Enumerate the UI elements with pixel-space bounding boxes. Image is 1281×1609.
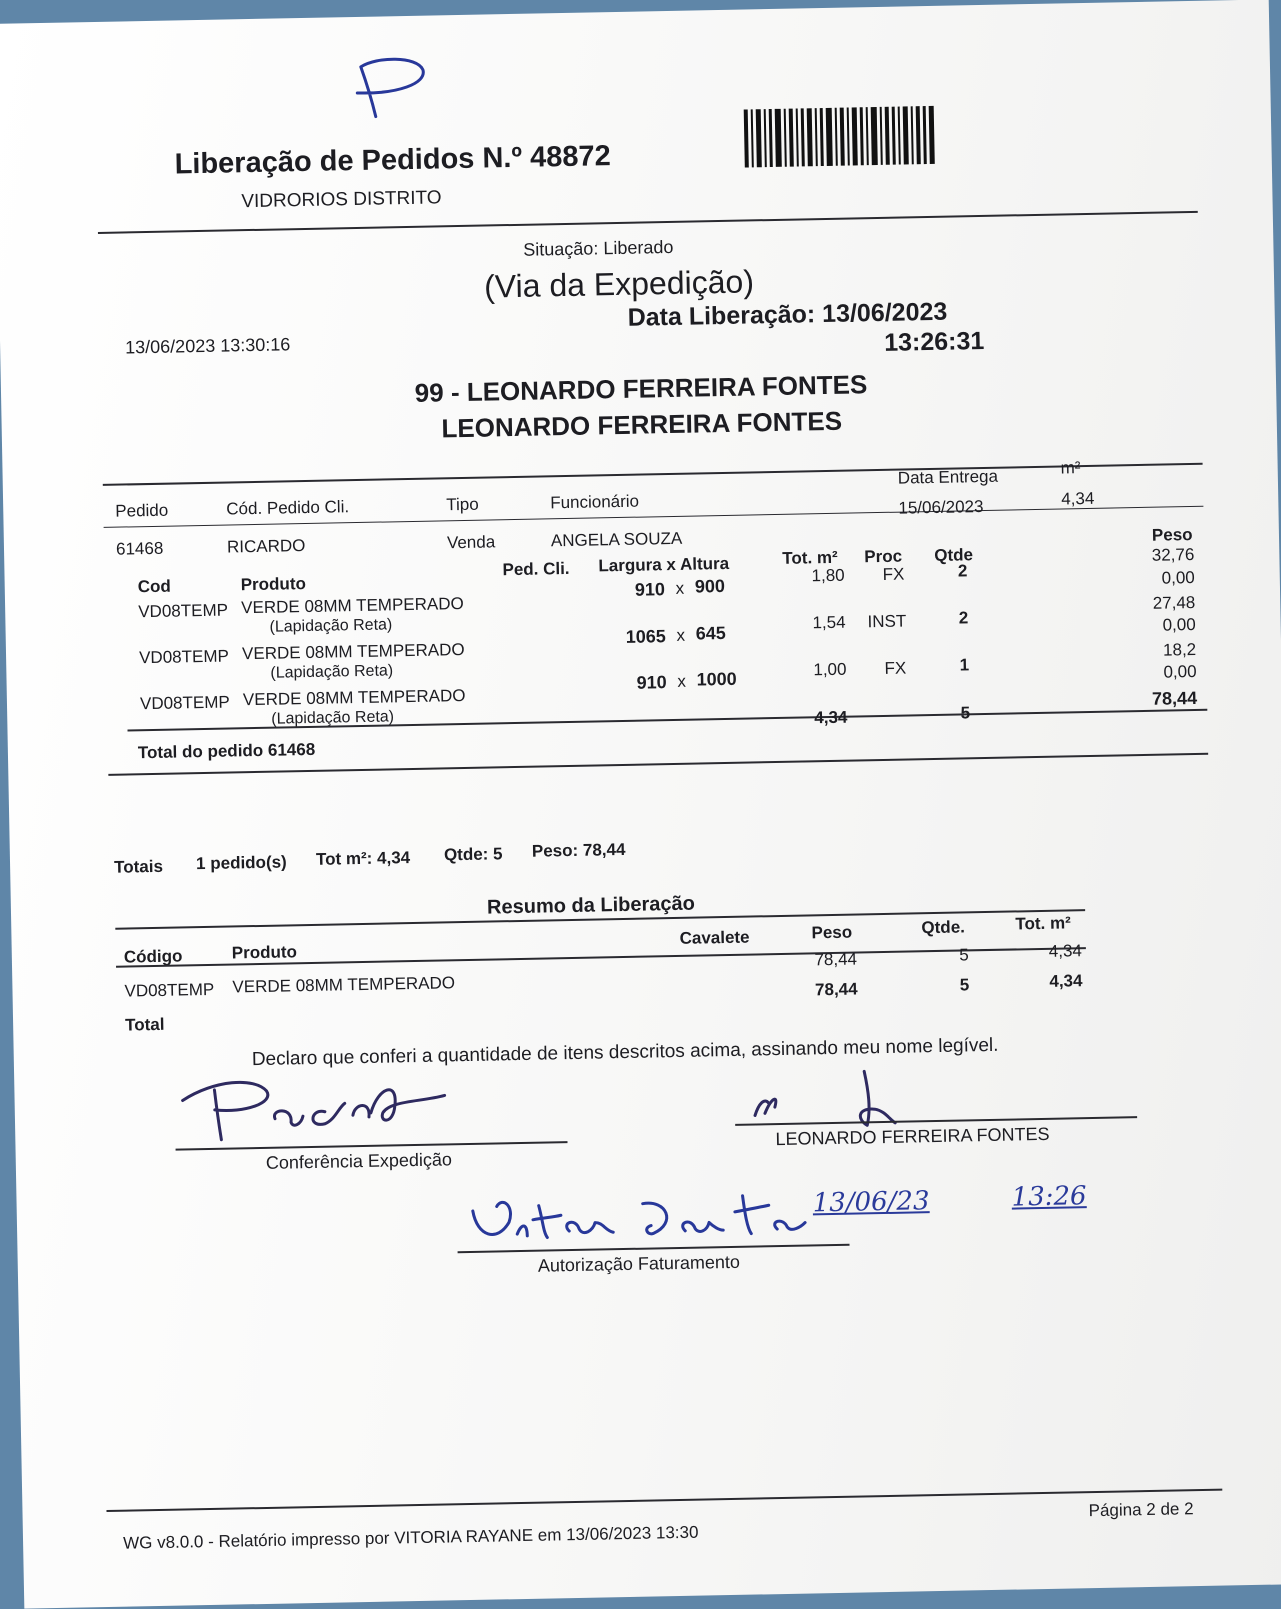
item-altura: 1000: [696, 668, 737, 690]
item-detalhe: (Lapidação Reta): [270, 662, 394, 682]
footer-line: [106, 1489, 1222, 1512]
signature-conferencia: [174, 1065, 475, 1151]
cod-pedido-cli-value: RICARDO: [226, 536, 306, 557]
item-peso: 27,48: [1152, 592, 1196, 613]
company-name: VIDRORIOS DISTRITO: [241, 187, 442, 213]
item-produto: VERDE 08MM TEMPERADO: [241, 639, 465, 664]
col-m2: m²: [1060, 458, 1081, 478]
col-tot-m2: Tot. m²: [782, 547, 838, 568]
resumo-col-codigo: Código: [123, 946, 183, 967]
col-ped-cli: Ped. Cli.: [502, 558, 570, 580]
resumo-total-tot-m2: 4,34: [1049, 971, 1083, 991]
item-cod: VD08TEMP: [139, 692, 230, 714]
item-cod: VD08TEMP: [138, 600, 229, 622]
order-total-qtde: 5: [960, 703, 971, 723]
item-qtde: 2: [957, 561, 968, 581]
resumo-produto: VERDE 08MM TEMPERADO: [232, 973, 456, 997]
resumo-tot-m2: 4,34: [1048, 941, 1083, 961]
item-produto: VERDE 08MM TEMPERADO: [242, 685, 466, 710]
item-detalhe: (Lapidação Reta): [269, 616, 393, 636]
resumo-title: Resumo da Liberação: [486, 892, 696, 919]
printed-datetime: 13/06/2023 13:30:16: [124, 334, 291, 358]
handwritten-p-mark: [347, 51, 438, 123]
item-tot-m2: 1,80: [811, 565, 845, 586]
item-peso: 18,2: [1162, 639, 1197, 660]
item-cod: VD08TEMP: [138, 646, 230, 668]
item-altura: 645: [695, 622, 726, 644]
header-divider: [98, 211, 1198, 234]
resumo-col-qtde: Qtde.: [921, 917, 966, 938]
col-cod-pedido-cli: Cód. Pedido Cli.: [226, 497, 350, 519]
item-proc: FX: [882, 564, 905, 584]
col-produto: Produto: [240, 574, 307, 595]
order-total-label: Total do pedido 61468: [137, 739, 316, 763]
item-produto: VERDE 08MM TEMPERADO: [240, 593, 464, 618]
item-tot-m2: 1,54: [812, 612, 846, 633]
col-tipo: Tipo: [446, 494, 479, 515]
handwritten-time: 13:26: [1011, 1181, 1087, 1213]
col-pedido: Pedido: [115, 500, 169, 521]
col-proc: Proc: [864, 546, 903, 567]
item-dim-sep: x: [676, 625, 686, 645]
resumo-total-label: Total: [124, 1014, 165, 1035]
resumo-codigo: VD08TEMP: [124, 979, 215, 1001]
data-entrega-value: 15/06/2023: [898, 497, 984, 518]
item-peso-2: 0,00: [1161, 567, 1195, 588]
via-expedicao: (Via da Expedição): [483, 263, 755, 305]
order-header-top-line: [103, 463, 1203, 486]
declaration-text: Declaro que conferi a quantidade de itens descritos acima, assinando meu nome legível.: [251, 1034, 999, 1071]
resumo-col-peso: Peso: [811, 922, 853, 943]
item-largura: 910: [636, 672, 667, 693]
col-peso: Peso: [1151, 524, 1193, 545]
document-title: Liberação de Pedidos N.º 48872: [174, 140, 611, 181]
totais-pedidos: 1 pedido(s): [195, 852, 287, 874]
data-liberacao-time: 13:26:31: [883, 326, 985, 357]
situacao-text: Situação: Liberado: [523, 236, 674, 260]
item-proc: INST: [867, 611, 907, 632]
autorizacao-label: Autorização Faturamento: [537, 1251, 741, 1276]
m2-value: 4,34: [1061, 488, 1095, 509]
resumo-qtde: 5: [959, 945, 969, 965]
item-dim-sep: x: [677, 671, 687, 691]
client-line-1: 99 - LEONARDO FERREIRA FONTES: [414, 369, 868, 408]
col-cod: Cod: [137, 576, 171, 597]
resumo-col-cavalete: Cavalete: [679, 927, 750, 948]
totais-tot-m2: Tot m²: 4,34: [315, 848, 411, 869]
totais-peso: Peso: 78,44: [531, 839, 626, 861]
barcode: [744, 106, 937, 168]
item-qtde: 1: [959, 655, 970, 675]
order-total-peso: 78,44: [1151, 687, 1198, 709]
resumo-total-qtde: 5: [959, 975, 970, 995]
item-tot-m2: 1,00: [813, 659, 847, 680]
resumo-total-peso: 78,44: [814, 979, 858, 1000]
resumo-peso: 78,44: [814, 949, 858, 970]
item-qtde: 2: [958, 608, 969, 628]
resumo-col-produto: Produto: [231, 942, 298, 963]
resumo-col-tot-m2: Tot. m²: [1015, 913, 1071, 934]
col-funcionario: Funcionário: [550, 491, 640, 513]
funcionario-value: ANGELA SOUZA: [550, 528, 683, 551]
item-altura: 900: [694, 575, 726, 597]
col-largura-altura: Largura x Altura: [598, 553, 730, 576]
order-total-m2: 4,34: [814, 707, 848, 728]
item-largura: 910: [634, 579, 666, 600]
cliente-label: LEONARDO FERREIRA FONTES: [775, 1123, 1050, 1150]
item-largura: 1065: [625, 626, 666, 647]
item-peso-2: 0,00: [1163, 661, 1197, 682]
col-data-entrega: Data Entrega: [897, 466, 999, 488]
item-proc: FX: [884, 658, 907, 678]
item-dim-sep: x: [675, 578, 685, 598]
item-detalhe: (Lapidação Reta): [271, 708, 395, 728]
footer-page-number: Página 2 de 2: [1088, 1499, 1194, 1521]
item-peso: 32,76: [1151, 544, 1195, 565]
footer-report-info: WG v8.0.0 - Relatório impresso por VITORIA RAYANE em 13/06/2023 13:30: [122, 1522, 699, 1553]
tipo-value: Venda: [446, 532, 496, 553]
totais-qtde: Qtde: 5: [443, 844, 503, 865]
item-peso-2: 0,00: [1162, 614, 1196, 635]
col-qtde: Qtde: [934, 545, 974, 565]
data-liberacao: Data Liberação: 13/06/2023: [627, 297, 948, 332]
pedido-number: 61468: [115, 538, 164, 559]
client-line-2: LEONARDO FERREIRA FONTES: [441, 405, 843, 444]
conferencia-label: Conferência Expedição: [265, 1149, 453, 1173]
totais-label: Totais: [113, 856, 164, 877]
handwritten-date: 13/06/23: [812, 1186, 930, 1219]
